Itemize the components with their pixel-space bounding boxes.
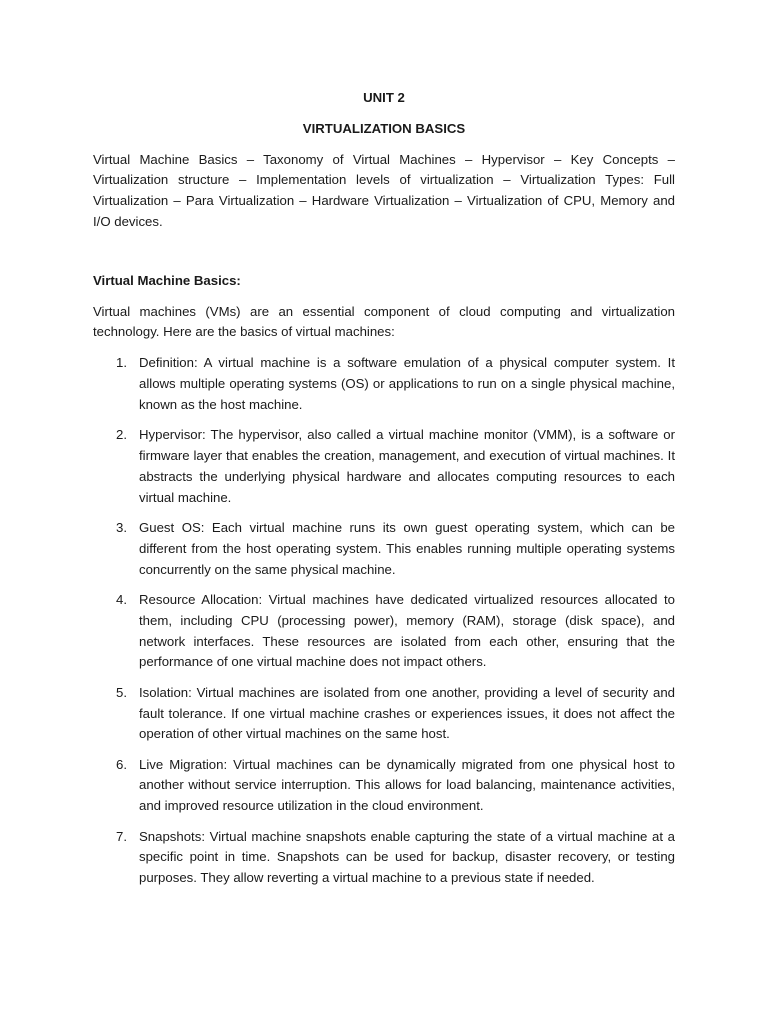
list-item	[93, 353, 675, 415]
list-item	[93, 827, 675, 889]
list-item	[93, 590, 675, 673]
list-item	[93, 683, 675, 745]
unit-title: UNIT 2	[363, 90, 405, 105]
section-title: VIRTUALIZATION BASICS	[302, 120, 466, 136]
list-item	[93, 425, 675, 508]
topics-paragraph: Virtual Machine Basics – Taxonomy of Virtual Machines – Hypervisor – Key Concepts – Virtualization structure – Implementation levels of virtualization – Virtualization Types: Full Virtualization – Para Virtualization – Hardware Virtualization – Virtualization of CPU, Memory and I/O devices.	[93, 151, 675, 229]
list-item-number: 4.	[116, 591, 127, 607]
basics-list	[93, 353, 675, 889]
subheading: Virtual Machine Basics:	[93, 272, 241, 288]
list-item-number: 6.	[116, 756, 127, 772]
list-item-text: Definition: A virtual machine is a software emulation of a physical computer system. It allows multiple operating systems (OS) or applications to run on a single physical machine, known as the host machine.	[139, 355, 675, 412]
document-page	[93, 88, 675, 899]
list-item-number: 3.	[116, 519, 127, 535]
list-item-text: Isolation: Virtual machines are isolated from one another, providing a level of security and fault tolerance. If one virtual machine crashes or experiences issues, it does not affect the operation of other virtual machines on the same host.	[139, 684, 675, 742]
list-item-number: 7.	[116, 828, 127, 844]
list-item	[93, 755, 675, 817]
list-item-text: Snapshots: Virtual machine snapshots enable capturing the state of a virtual machine at a specific point in time. Snapshots can be used for backup, disaster recovery, or testing purposes. They allow reverting a virtual machine to a previous state if needed.	[139, 828, 675, 886]
list-item-number: 1.	[116, 355, 127, 371]
list-item-text: Hypervisor: The hypervisor, also called a virtual machine monitor (VMM), is a software or firmware layer that enables the creation, management, and execution of virtual machines. It abstracts the underlying physical hardware and allocates computing resources to each virtual machine.	[139, 427, 675, 505]
list-item-text: Live Migration: Virtual machines can be dynamically migrated from one physical host to another without service interruption. This allows for load balancing, maintenance activities, and improved resource utilization in the cloud environment.	[139, 756, 675, 814]
intro-paragraph: Virtual machines (VMs) are an essential component of cloud computing and virtualization technology. Here are the basics of virtual machines:	[93, 303, 675, 340]
list-item	[93, 518, 675, 580]
list-item-text: Guest OS: Each virtual machine runs its own guest operating system, which can be different from the host operating system. This enables running multiple operating systems concurrently on the same physical machine.	[139, 519, 675, 577]
list-item-number: 5.	[116, 684, 127, 700]
list-item-number: 2.	[116, 427, 127, 443]
list-item-text: Resource Allocation: Virtual machines have dedicated virtualized resources allocated to them, including CPU (processing power), memory (RAM), storage (disk space), and network interfaces. These resources are isolated from each other, ensuring that the performance of one virtual machine does not impact others.	[139, 591, 675, 670]
